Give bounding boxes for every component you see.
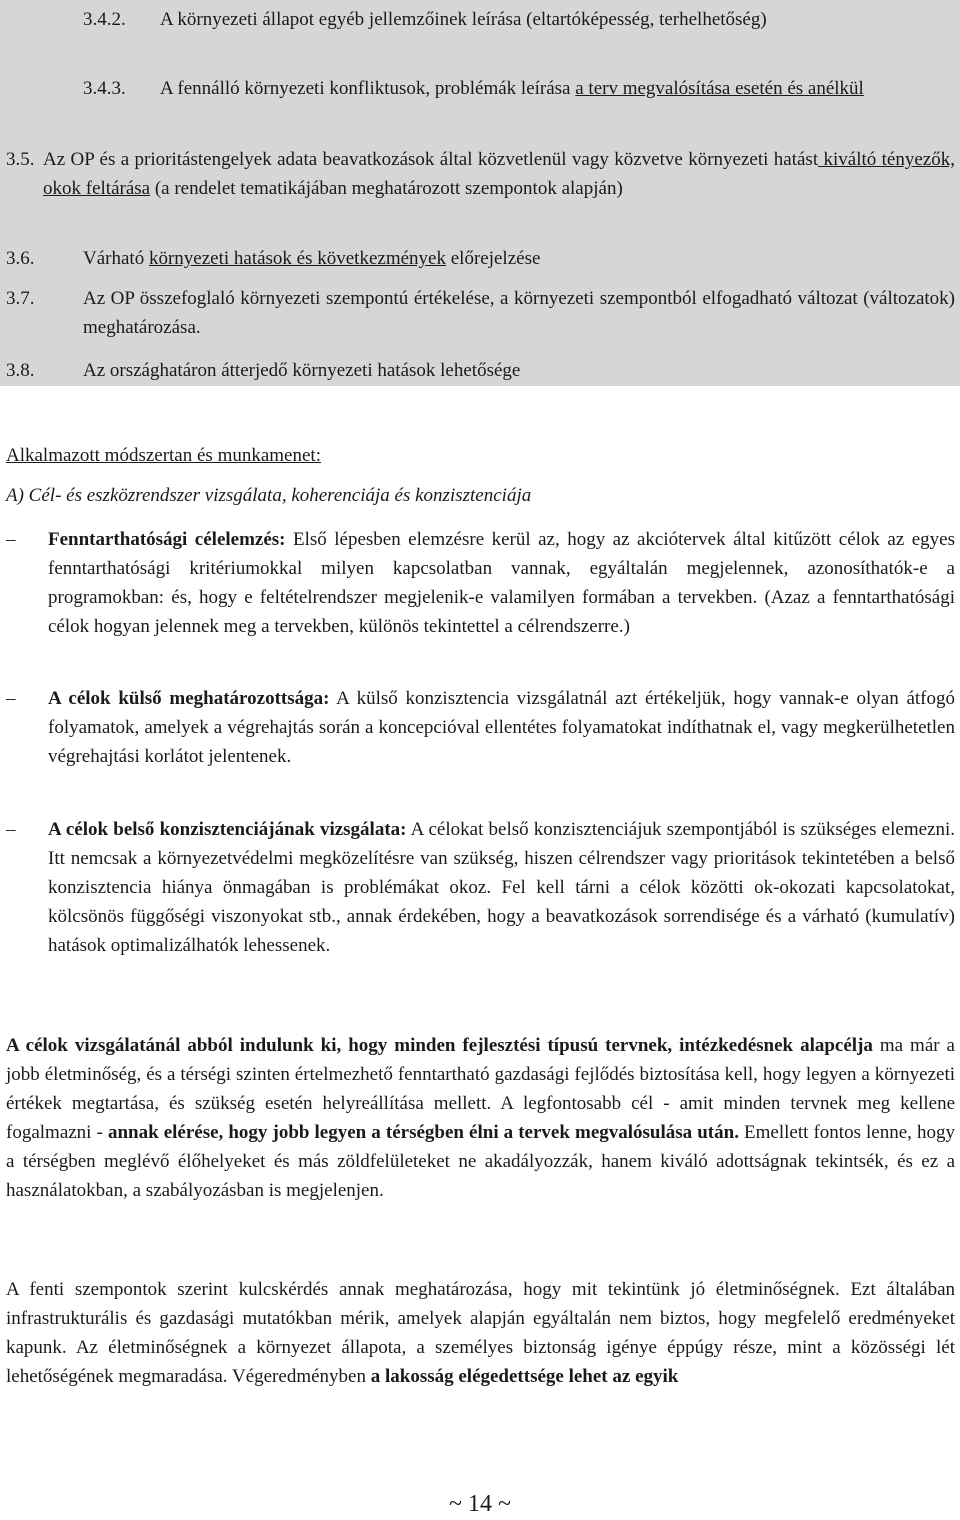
underlined-phrase: kiváltó tényezők, okok feltárása [43,149,955,199]
toc-text: Az OP és a prioritástengelyek adata beavatkozások által közvetlenül vagy közvetve környezeti hatást kiváltó tényezők, okok feltárása (a rendelet tematikájában meghatározott szempontok alapján) [43,149,955,199]
toc-text: A környezeti állapot egyéb jellemzőinek leírása (eltartóképesség, terhelhetőség) [160,9,767,30]
dash-icon: – [6,688,16,709]
toc-text: A fennálló környezeti konfliktusok, problémák leírása a terv megvalósítása esetén és anélkül [160,78,864,99]
paragraph-quality-of-life: A fenti szempontok szerint kulcskérdés annak meghatározása, hogy mit tekintünk jó életminőségnek. Ezt általában infrastrukturális és gazdasági mutatókban mérik, amelyek alapján egyáltalán nem biztos, hogy megfelelő eredményeket kapunk. Az életminőségnek a környezet állapota, a személyes biztonság igénye éppúgy része, mint a közösségi lét lehetőségének megmaradása. Végeredményben a lakosság elégedettsége lehet az egyik [6,1279,955,1387]
bullet-text: Fenntarthatósági célelemzés: Első lépesben elemzésre kerül az, hogy az akciótervek által kitűzött célok az egyes fenntarthatósági kritériumokkal milyen kapcsolatban vannak, egyáltalán megjelennek, azonosíthatók-e a programokban: és, hogy e feltételrendszer megjelenik-e valamilyen formában a tervekben. (Azaz a fenntarthatósági célok hogyan jelennek meg a tervekben, különös tekintettel a célrendszerre.) [48,529,955,637]
bullet-item [6,525,955,641]
paragraph-goals: A célok vizsgálatánál abból indulunk ki, hogy minden fejlesztési típusú tervnek, intézkedésnek alapcélja ma már a jobb életminőség, és a térségi szinten értelmezhető fenntartható gazdasági fejlődés biztosítása kell, hogy legyen a környezeti értékek megtartása, és szükség esetén helyreállítása mellett. A legfontosabb cél - amit minden tervnek meg kellene fogalmazni - annak elérése, hogy jobb legyen a térségben élni a tervek megvalósulása után. Emellett fontos lenne, hogy a térségben meglévő élőhelyeket és más zöldfelületeket ne akadályozzák, hanem kiváló adottságnak tekintsék, és ez a használatokban, a szabályozásban is megjelenjen. [6,1035,955,1201]
bullet-text: A célok belső konzisztenciájának vizsgálata: A célokat belső konzisztenciájuk szempontjából is szükséges elemezni. Itt nemcsak a környezetvédelmi megközelítésre van szükség, hiszen célrendszer vagy prioritások tekintetében a belső konzisztencia hiánya önmagában is problémákat okoz. Fel kell tárni a célok közötti ok-okozati kapcsolatokat, kölcsönös függőségi viszonyokat stb., annak érdekében, hogy a beavatkozások sorrendisége és a várható (kumulatív) hatások optimalizálhatók lehessenek. [48,819,955,956]
toc-number: 3.5. [6,149,35,170]
toc-number: 3.6. [6,248,35,269]
bullet-item [6,815,955,960]
toc-item-3-5 [6,145,955,203]
toc-item-3-8 [6,356,955,385]
page-number: ~ 14 ~ [449,1491,511,1517]
toc-text: Az OP összefoglaló környezeti szempontú értékelése, a környezeti szempontból elfogadható változat (változatok) meghatározása. [83,288,955,338]
toc-number: 3.4.2. [83,9,126,30]
underlined-phrase: a terv megvalósítása esetén és anélkül [575,78,864,99]
underlined-phrase: környezeti hatások és következmények [148,248,446,269]
bullet-text: A célok külső meghatározottsága: A külső konzisztencia vizsgálatnál azt értékeljük, hogy vannak-e olyan átfogó folyamatok, amelyek a végrehajtás során a koncepcióval ellentétes folyamatokat indíthatnak el, vagy megkerülhetetlen végrehajtási korlátot jelentenek. [48,688,956,767]
section-a-heading: A) Cél- és eszközrendszer vizsgálata, koherenciája és konzisztenciája [6,485,532,506]
toc-text: Várható környezeti hatások és következmények előrejelzése [83,248,541,269]
toc-item-3-6 [6,244,955,273]
toc-text: Az országhatáron átterjedő környezeti hatások lehetősége [83,360,521,381]
toc-number: 3.8. [6,360,35,381]
toc-number: 3.7. [6,288,35,309]
method-heading: Alkalmazott módszertan és munkamenet: [6,445,321,466]
toc-item-3-7 [6,284,955,342]
dash-icon: – [6,819,16,840]
dash-icon: – [6,529,16,550]
toc-item-3-4-2 [83,5,955,34]
toc-number: 3.4.3. [83,78,126,99]
toc-item-3-4-3 [83,74,955,103]
bullet-item [6,684,955,771]
